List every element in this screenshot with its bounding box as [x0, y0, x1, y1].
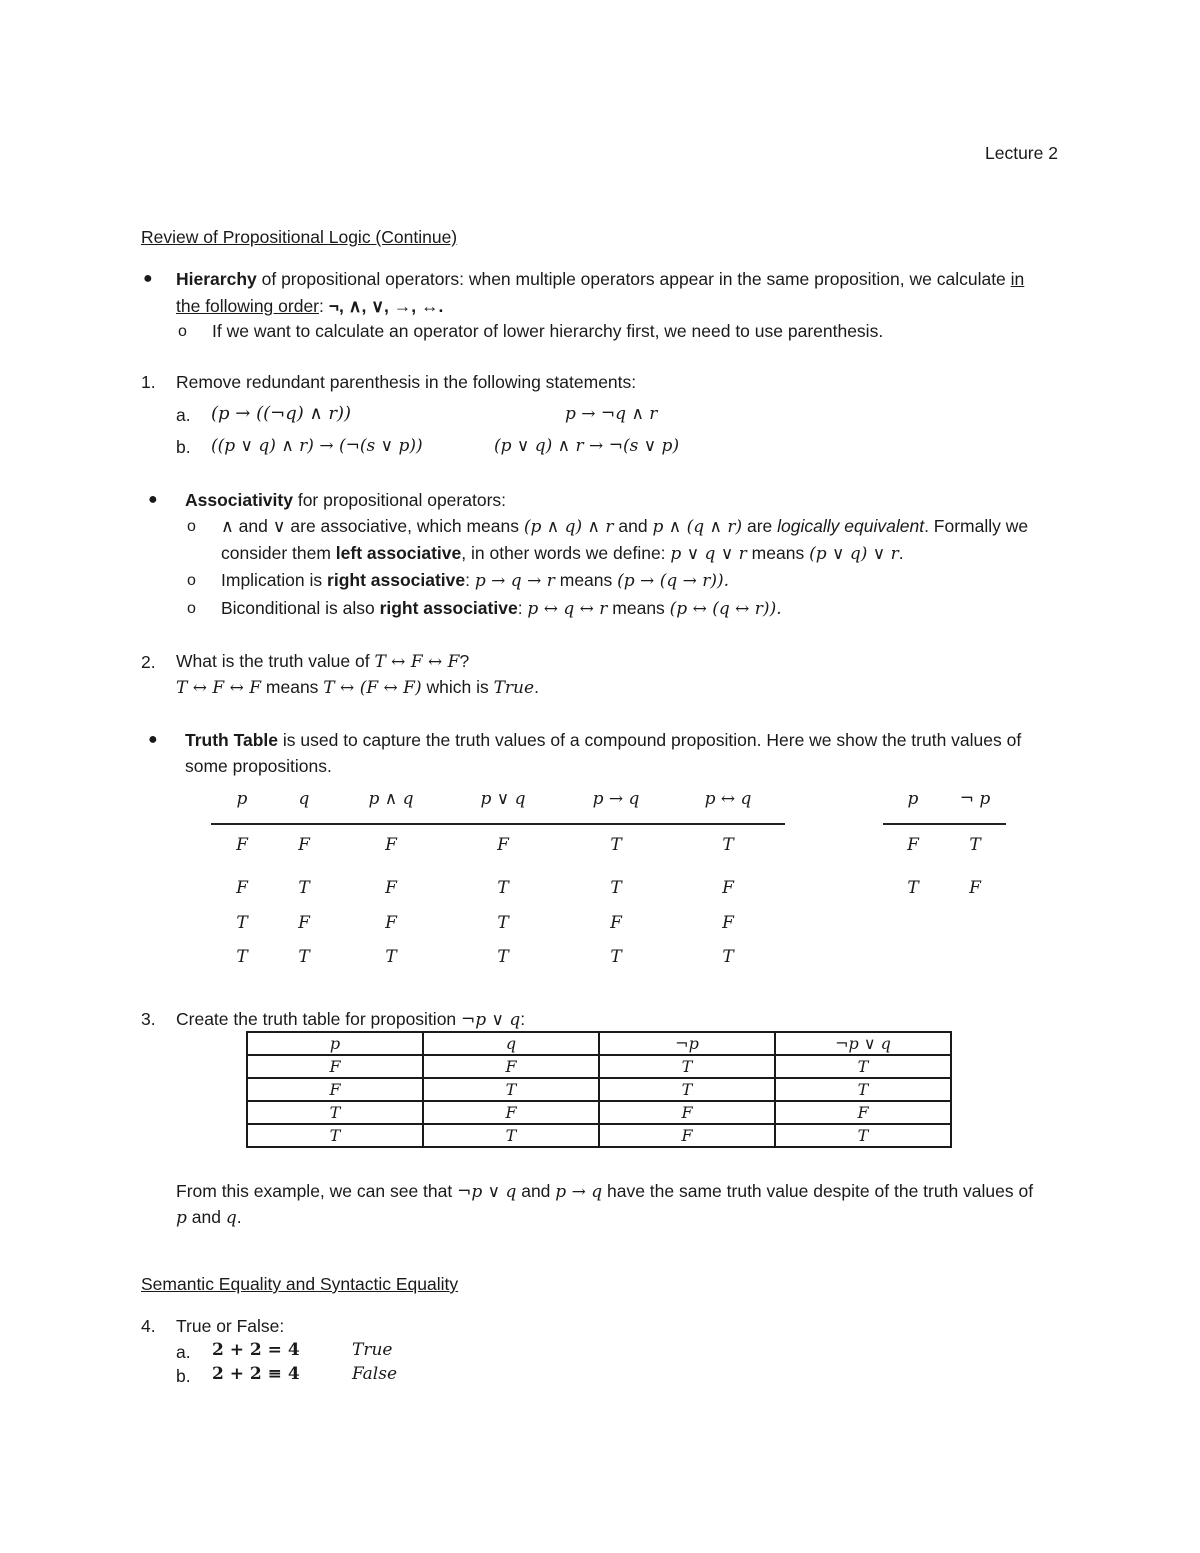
q4b-label: b. — [176, 1366, 191, 1386]
conclusion-text: and — [516, 1181, 556, 1201]
truth-table-cell: T — [610, 947, 622, 967]
assoc-math: (p → (q → r)). — [617, 571, 730, 591]
q2-number: 2. — [141, 652, 156, 672]
truth-table-cell: T — [298, 878, 310, 898]
truth-table-cell: F — [497, 835, 509, 855]
q3-text — [176, 1009, 525, 1030]
negation-table-header: ¬ p — [959, 789, 991, 809]
assoc-term: Associativity — [185, 490, 293, 510]
table-cell: T — [423, 1078, 599, 1101]
bullet-dot: ● — [148, 731, 158, 748]
assoc-math: p ↔ q ↔ r — [527, 599, 608, 619]
truth-table-line-1 — [185, 730, 1021, 751]
truth-table-cell: F — [610, 913, 622, 933]
q2-ans-math: T ↔ (F ↔ F) — [323, 678, 422, 698]
table-cell: T — [599, 1055, 775, 1078]
assoc-line-2 — [221, 543, 904, 564]
assoc-math: (p ∨ q) ∨ r — [809, 544, 899, 564]
table-cell: F — [599, 1101, 775, 1124]
hierarchy-line-1 — [176, 269, 1024, 290]
sub-bullet-o: o — [187, 518, 196, 535]
truth-table-cell: T — [722, 835, 734, 855]
q2-text-part: What is the truth value of — [176, 651, 375, 671]
q4a-answer: True — [352, 1340, 393, 1360]
truth-table-rule — [211, 823, 785, 825]
truth-table-header: q — [298, 789, 310, 809]
assoc-text: Biconditional is also — [221, 598, 380, 618]
truth-table-text: is used to capture the truth values of a compound proposition. Here we show the truth values of — [278, 730, 1022, 750]
assoc-line-1 — [221, 516, 1028, 537]
truth-table-header: p → q — [592, 789, 640, 809]
q3-conclusion-1 — [176, 1181, 1033, 1202]
lecture-label: Lecture 2 — [985, 143, 1058, 163]
q2-answer — [176, 677, 539, 698]
assoc-bold: right associative — [327, 570, 466, 590]
q2-ans-text: . — [534, 677, 539, 697]
hierarchy-colon: : — [319, 296, 324, 316]
assoc-math: p → q → r — [474, 571, 555, 591]
q1-number: 1. — [141, 372, 156, 392]
table-cell: q — [423, 1032, 599, 1055]
assoc-text: and — [613, 516, 653, 536]
q2-text — [176, 651, 469, 672]
table-cell: T — [423, 1124, 599, 1147]
conclusion-text: and — [186, 1207, 226, 1227]
assoc-text: for propositional operators: — [292, 490, 507, 510]
truth-table-cell: T — [236, 913, 248, 933]
assoc-text: means — [746, 543, 810, 563]
truth-table-cell: T — [497, 913, 509, 933]
truth-table-cell: T — [610, 878, 622, 898]
assoc-math: p ∨ q ∨ r — [670, 544, 747, 564]
truth-table-cell: T — [497, 878, 509, 898]
conclusion-math: p → q — [555, 1182, 603, 1202]
assoc-math: (p ↔ (q ↔ r)). — [669, 599, 782, 619]
truth-table-header: p ∧ q — [368, 789, 414, 809]
q2-ans-text: which is — [421, 677, 494, 697]
conclusion-math: ¬p ∨ q — [457, 1182, 517, 1202]
assoc-text: are — [742, 516, 778, 536]
q4b-answer: False — [352, 1364, 397, 1384]
conclusion-math: p — [176, 1208, 187, 1228]
q3-conclusion-2 — [176, 1207, 242, 1228]
hierarchy-term: Hierarchy — [176, 269, 257, 289]
negation-table-cell: F — [907, 835, 919, 855]
section-heading-review: Review of Propositional Logic (Continue) — [141, 227, 458, 247]
section-heading-equality: Semantic Equality and Syntactic Equality — [141, 1274, 459, 1294]
q3-text-part: Create the truth table for proposition — [176, 1009, 462, 1029]
assoc-text: . Formally we — [924, 516, 1029, 536]
assoc-text: ∧ and ∨ are associative, which means — [221, 516, 524, 536]
truth-table-cell: T — [385, 947, 397, 967]
q3-truth-table — [246, 1031, 952, 1148]
q3-colon: : — [520, 1009, 526, 1029]
truth-table-header: p — [236, 789, 248, 809]
assoc-text: means — [554, 570, 618, 590]
q2-ans-math: True — [493, 678, 535, 698]
assoc-emphasis: logically equivalent — [777, 516, 925, 536]
table-cell: T — [247, 1101, 423, 1124]
assoc-line — [185, 490, 506, 511]
q1-text: Remove redundant parenthesis in the following statements: — [176, 372, 637, 392]
truth-table-cell: F — [298, 913, 310, 933]
assoc-text: consider them — [221, 543, 336, 563]
q1a-label: a. — [176, 405, 191, 425]
table-cell: F — [247, 1055, 423, 1078]
sub-bullet-o: o — [187, 572, 196, 589]
truth-table-rule — [883, 823, 1006, 825]
sub-bullet-o: o — [178, 323, 187, 340]
q4-number: 4. — [141, 1316, 156, 1336]
q1a-answer: p → ¬q ∧ r — [565, 404, 658, 424]
truth-table-cell: F — [298, 835, 310, 855]
q1a-expr: (p → ((¬q) ∧ r)) — [211, 403, 352, 424]
conclusion-text: From this example, we can see that — [176, 1181, 458, 1201]
assoc-text: Implication is — [221, 570, 328, 590]
hierarchy-link-order: the following order — [176, 296, 319, 316]
truth-table-cell: F — [722, 878, 734, 898]
table-cell: F — [599, 1124, 775, 1147]
assoc-math: p ∧ (q ∧ r) — [652, 517, 743, 537]
bullet-dot: ● — [143, 270, 153, 287]
hierarchy-ops: ¬, ∧, ∨, →, ↔. — [323, 296, 444, 316]
negation-table-cell: T — [969, 835, 981, 855]
table-cell: T — [247, 1124, 423, 1147]
table-row — [247, 1101, 951, 1124]
truth-table-cell: F — [385, 878, 397, 898]
table-cell: ¬p ∨ q — [775, 1032, 951, 1055]
assoc-text: . — [898, 543, 904, 563]
hierarchy-link-in: in — [1010, 269, 1025, 289]
q2-qmark: ? — [459, 651, 470, 671]
q1b-expr: ((p ∨ q) ∧ r) → (¬(s ∨ p)) — [211, 436, 423, 456]
q4b-expr: 2 + 2 ≡ 4 — [212, 1364, 300, 1384]
table-cell: T — [775, 1055, 951, 1078]
truth-table-cell: F — [385, 835, 397, 855]
truth-table-cell: F — [722, 913, 734, 933]
q3-expr: ¬p ∨ q — [461, 1010, 521, 1030]
q4-text: True or False: — [176, 1316, 285, 1336]
truth-table-term: Truth Table — [185, 730, 279, 750]
table-header-row — [247, 1032, 951, 1055]
q1b-label: b. — [176, 437, 191, 457]
negation-table-cell: F — [969, 878, 981, 898]
truth-table-cell: T — [236, 947, 248, 967]
table-cell: T — [775, 1124, 951, 1147]
table-row — [247, 1055, 951, 1078]
assoc-line-4 — [221, 598, 782, 619]
assoc-bold: left associative — [335, 543, 462, 563]
truth-table-line-2: some propositions. — [185, 756, 332, 776]
truth-table-cell: T — [722, 947, 734, 967]
q2-ans-math: T ↔ F ↔ F — [176, 678, 262, 698]
assoc-bold: right associative — [379, 598, 518, 618]
assoc-text: means — [607, 598, 670, 618]
table-cell: p — [247, 1032, 423, 1055]
q1b-answer: (p ∨ q) ∧ r → ¬(s ∨ p) — [494, 436, 680, 456]
table-cell: F — [423, 1055, 599, 1078]
truth-table-cell: F — [236, 878, 248, 898]
table-row — [247, 1124, 951, 1147]
q2-expr: T ↔ F ↔ F — [374, 652, 460, 672]
q2-ans-text: means — [261, 677, 324, 697]
assoc-text: , in other words we define: — [461, 543, 671, 563]
assoc-line-3 — [221, 570, 729, 591]
assoc-math: (p ∧ q) ∧ r — [523, 517, 614, 537]
hierarchy-line-2 — [176, 296, 443, 317]
truth-table-cell: T — [610, 835, 622, 855]
truth-table-header: p ∨ q — [480, 789, 526, 809]
q3-number: 3. — [141, 1009, 156, 1029]
q4a-label: a. — [176, 1342, 191, 1362]
table-cell: T — [775, 1078, 951, 1101]
truth-table-header: p ↔ q — [704, 789, 752, 809]
table-cell: T — [599, 1078, 775, 1101]
q4a-expr: 2 + 2 = 4 — [212, 1340, 300, 1360]
conclusion-math: q — [225, 1208, 237, 1228]
truth-table-cell: T — [497, 947, 509, 967]
truth-table-cell: T — [298, 947, 310, 967]
table-cell: F — [423, 1101, 599, 1124]
sub-bullet-o: o — [187, 600, 196, 617]
table-cell: F — [775, 1101, 951, 1124]
table-cell: F — [247, 1078, 423, 1101]
conclusion-text: . — [236, 1207, 242, 1227]
negation-table-cell: T — [907, 878, 919, 898]
table-cell: ¬p — [599, 1032, 775, 1055]
assoc-text: : — [465, 570, 475, 590]
assoc-text: : — [517, 598, 528, 618]
hierarchy-text: of propositional operators: when multiple operators appear in the same proposition, we calculate — [256, 269, 1011, 289]
negation-table-header: p — [907, 789, 919, 809]
truth-table-cell: F — [385, 913, 397, 933]
hierarchy-sub: If we want to calculate an operator of lower hierarchy first, we need to use parenthesis. — [212, 321, 884, 341]
conclusion-text: have the same truth value despite of the truth values of — [602, 1181, 1034, 1201]
truth-table-cell: F — [236, 835, 248, 855]
table-row — [247, 1078, 951, 1101]
bullet-dot: ● — [148, 491, 158, 508]
